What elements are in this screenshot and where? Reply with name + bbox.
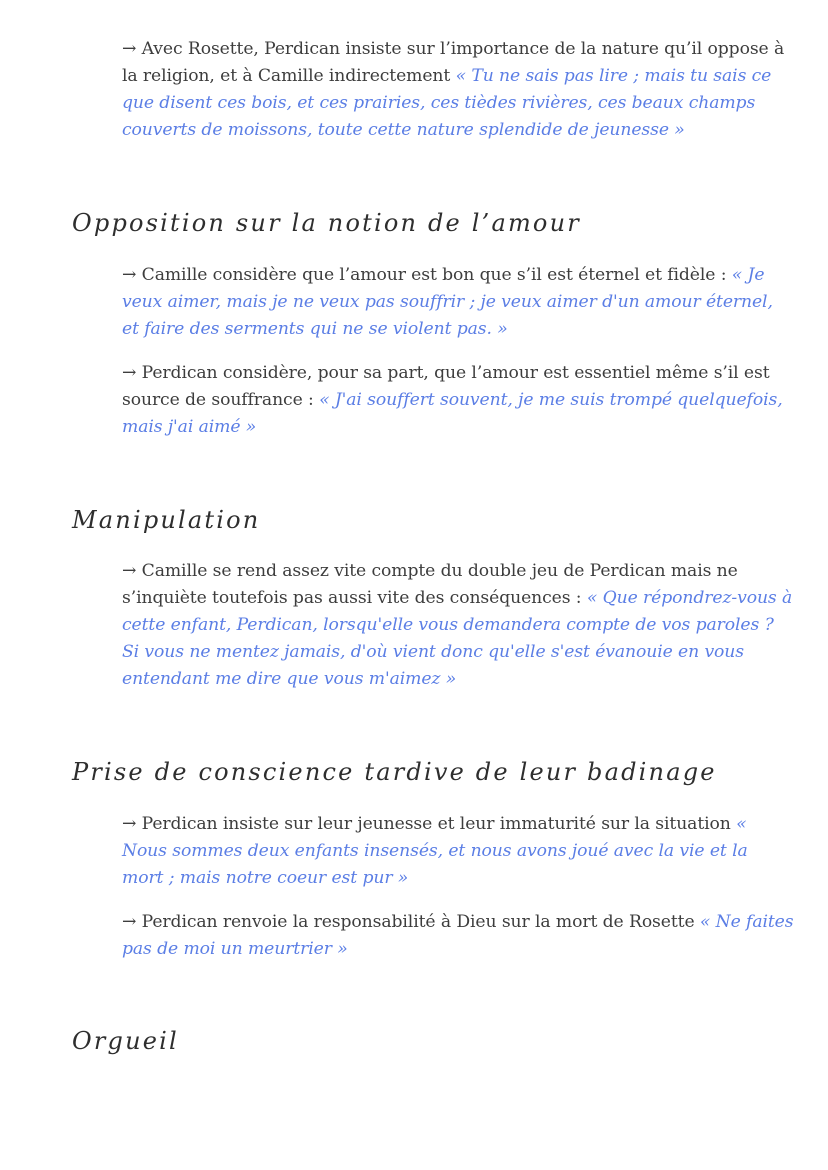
paragraph-text: → Camille considère que l’amour est bon que s’il est éternel et fidèle :: [122, 265, 732, 285]
quote: « Ne faites pas de moi un meurtrier »: [122, 912, 794, 959]
section-heading-amour: Opposition sur la notion de l’amour: [72, 209, 581, 237]
section-heading-prise-de-conscience: Prise de conscience tardive de leur badinage: [72, 758, 717, 786]
section-heading-orgueil: Orgueil: [72, 1027, 179, 1055]
paragraph-camille-amour: [122, 262, 794, 343]
quote: « Nous sommes deux enfants insensés, et nous avons joué avec la vie et la mort ; mais notre coeur est pur »: [122, 814, 748, 888]
quote: « Que répondrez-vous à cette enfant, Perdican, lorsqu'elle vous demandera compte de vos paroles ? Si vous ne mentez jamais, d'où vient donc qu'elle s'est évanouie en vous entendant me dire que vous m'aimez »: [122, 588, 793, 689]
section-heading-manipulation: Manipulation: [72, 506, 261, 534]
quote: « Tu ne sais pas lire ; mais tu sais ce que disent ces bois, et ces prairies, ces tièdes rivières, ces beaux champs couverts de moissons, toute cette nature splendide de jeunesse »: [122, 66, 772, 140]
paragraph-manipulation: [122, 558, 794, 693]
paragraph-text: → Perdican considère, pour sa part, que l’amour est essentiel même s’il est source de souffrance :: [122, 363, 770, 410]
paragraph-responsabilite: [122, 909, 794, 963]
paragraph-text: → Avec Rosette, Perdican insiste sur l’importance de la nature qu’il oppose à la religion, et à Camille indirectement: [122, 39, 785, 86]
quote: « J'ai souffert souvent, je me suis trompé quelquefois, mais j'ai aimé »: [122, 390, 783, 437]
quote: « Je veux aimer, mais je ne veux pas souffrir ; je veux aimer d'un amour éternel, et faire des serments qui ne se violent pas. »: [122, 265, 773, 339]
paragraph-nature: [122, 36, 794, 144]
paragraph-text: → Perdican insiste sur leur jeunesse et leur immaturité sur la situation: [122, 814, 737, 834]
paragraph-jeunesse: [122, 811, 794, 892]
paragraph-perdican-amour: [122, 360, 794, 441]
paragraph-text: → Perdican renvoie la responsabilité à Dieu sur la mort de Rosette: [122, 912, 700, 932]
paragraph-text: → Camille se rend assez vite compte du double jeu de Perdican mais ne s’inquiète toutefois pas aussi vite des conséquences :: [122, 561, 738, 608]
